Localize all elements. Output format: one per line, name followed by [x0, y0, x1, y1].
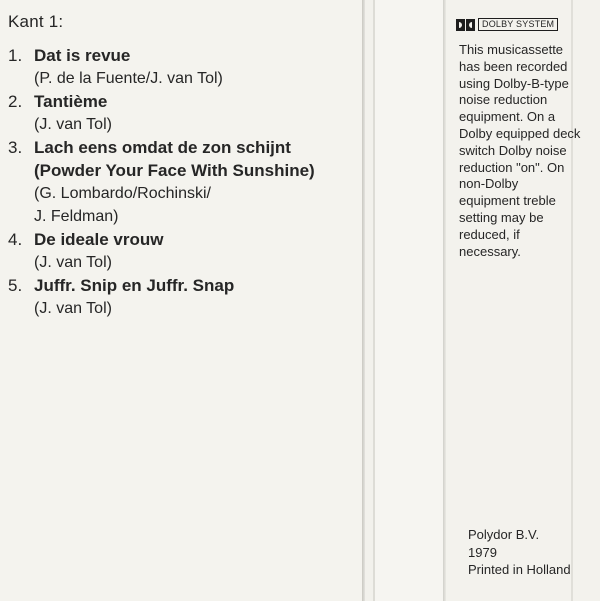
track-number: 1. [8, 46, 23, 65]
track-number: 2. [8, 92, 23, 111]
track-title: De ideale vrouw [34, 230, 164, 249]
label-company: Polydor B.V. [468, 527, 540, 542]
track-number: 4. [8, 230, 23, 249]
dolby-notice-line: reduction "on". On [459, 159, 565, 175]
dolby-notice-line: has been recorded [459, 58, 568, 74]
spine-panel [375, 0, 443, 601]
dolby-notice-line: reduced, if [459, 226, 520, 242]
track-item [8, 90, 358, 136]
fold-line [362, 0, 365, 601]
track-item [8, 136, 358, 228]
dolby-notice [459, 42, 580, 260]
track-credit: (J. van Tol) [34, 116, 112, 133]
dolby-notice-line: This musicassette [459, 42, 564, 57]
track-list [8, 44, 358, 320]
double-d-icon [456, 19, 475, 31]
track-item [8, 274, 358, 320]
track-item [8, 44, 358, 90]
track-title: Juffr. Snip en Juffr. Snap [34, 276, 235, 295]
track-credit: (J. van Tol) [34, 300, 112, 317]
dolby-system-badge [456, 18, 558, 31]
dolby-notice-line: Dolby equipped deck [459, 125, 581, 141]
side-title: Kant 1: [8, 12, 64, 31]
track-title: Lach eens omdat de zon schijnt [34, 138, 291, 157]
dolby-notice-line: setting may be [459, 209, 544, 225]
dolby-notice-line: equipment treble [459, 193, 556, 209]
track-credit: (P. de la Fuente/J. van Tol) [34, 70, 223, 87]
track-number: 5. [8, 276, 23, 295]
dolby-notice-line: using Dolby-B-type [459, 75, 569, 91]
dolby-notice-line: switch Dolby noise [459, 142, 567, 158]
track-credit: J. Feldman) [34, 208, 119, 225]
dolby-notice-line: necessary. [459, 243, 521, 259]
dolby-notice-line: noise reduction [459, 92, 548, 108]
track-credit: (J. van Tol) [34, 254, 112, 271]
record-label-info [468, 526, 571, 579]
track-subtitle: (Powder Your Face With Sunshine) [34, 161, 315, 180]
track-title: Tantième [34, 92, 108, 111]
track-number: 3. [8, 138, 23, 157]
dolby-notice-line: equipment. On a [459, 109, 556, 125]
track-credit: (G. Lombardo/Rochinski/ [34, 185, 211, 202]
track-title: Dat is revue [34, 46, 131, 65]
dolby-notice-line: non-Dolby [459, 176, 519, 192]
label-year: 1979 [468, 544, 497, 560]
label-printed: Printed in Holland [468, 562, 571, 577]
track-item [8, 228, 358, 274]
dolby-system-label: DOLBY SYSTEM [478, 18, 558, 31]
